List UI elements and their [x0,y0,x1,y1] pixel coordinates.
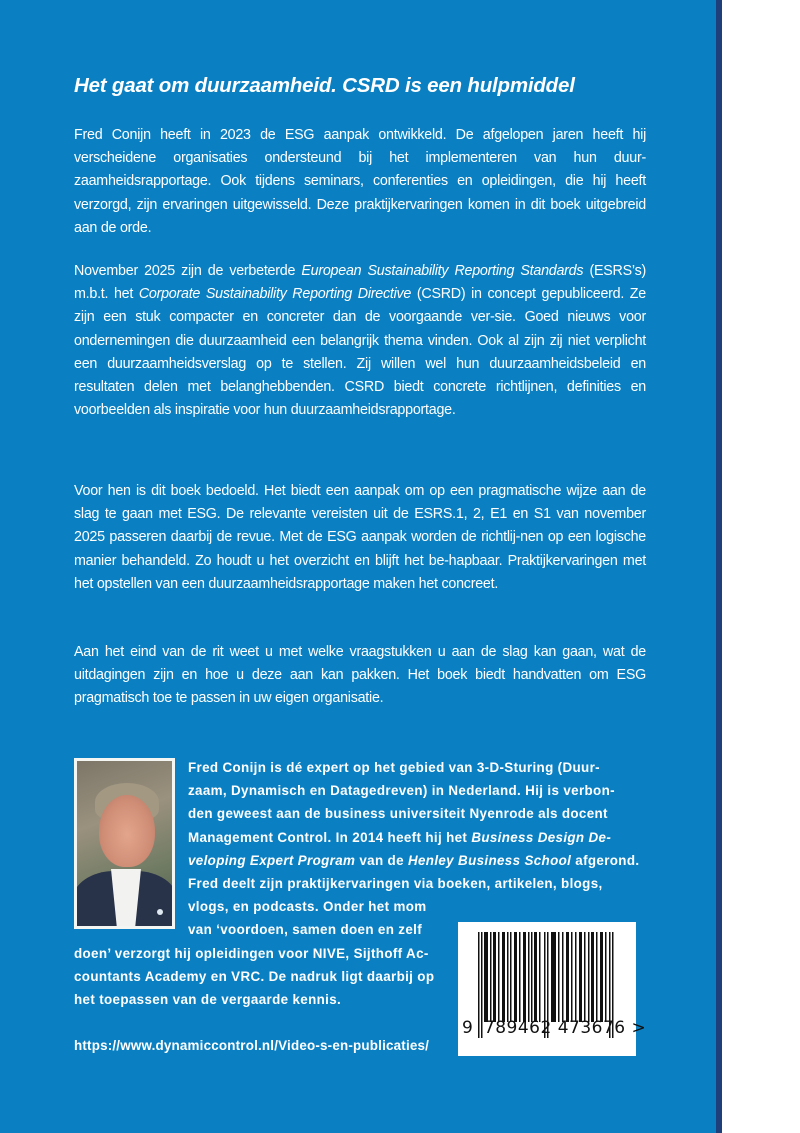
bio-line: het toepassen van de vergaarde kennis. [74,992,342,1008]
school-name: Henley Business School [407,852,572,868]
text-run: van de [355,852,408,868]
page-margin [722,0,800,1133]
bio-line: van ‘voordoen, samen doen en zelf [188,922,423,938]
text-run: November 2025 zijn de verbeterde [74,263,302,279]
text-run: Management Control. In 2014 heeft hij het [188,829,472,845]
publications-link[interactable]: https://www.dynamiccontrol.nl/Video-s-en-publicaties/ [74,1038,430,1053]
program-title: veloping Expert Program [188,852,356,868]
bio-line: vlogs, en podcasts. Onder het mom [188,899,427,915]
headline: Het gaat om duurzaamheid. CSRD is een hulpmiddel [74,74,575,97]
audience-paragraph: Voor hen is dit boek bedoeld. Het biedt een aanpak om op een pragmatische wijze aan de slag te gaan met ESG. De relevante vereisten uit de ESRS.1, 2, E1 en S1 van november 2025 passeren daarbij de revue. Met de ESG aanpak worden de richtlij-nen op een logische manier behandeld. Zo houdt u het overzicht en blijft het be-hapbaar. Praktijkervaringen met het opstellen van een duurzaamheidsrapportage maken het concreet. [74,483,646,592]
text-run: (ESRS’s) m.b.t. het [74,263,646,303]
bio-line: Fred deelt zijn praktijkervaringen via boeken, artikelen, blogs, [188,876,603,892]
isbn-number [462,1018,646,1038]
bio-line: countants Academy en VRC. De nadruk ligt daarbij op [74,968,435,984]
isbn-digits: 789462 473676 [483,1018,626,1038]
bio-line: Fred Conijn is dé expert op het gebied van 3-D-Sturing (Duur- [188,760,600,775]
bio-line: doen’ verzorgt hij opleidingen voor NIVE, Sijthoff Ac- [74,945,429,961]
bio-line [74,849,648,872]
csrd-paragraph [74,260,646,422]
bio-line [74,826,648,849]
isbn-prefix-digit: 9 [462,1018,474,1038]
quiet-zone-marker: > [631,1018,647,1038]
isbn-barcode [458,922,647,1056]
outcome-paragraph: Aan het eind van de rit weet u met welke vraagstukken u aan de slag kan gaan, wat de uitdagingen zijn en hoe u deze aan kan pakken. Het boek biedt handvatten om ESG pragmatisch toe te passen in uw eigen organisatie. [74,644,646,707]
bio-line: den geweest aan de business universiteit Nyenrode als docent [188,806,608,822]
text-run: afgerond. [571,852,640,868]
esrs-title: European Sustainability Reporting Standards [301,263,584,279]
bio-line: zaam, Dynamisch en Datagedreven) in Nederland. Hij is verbon- [188,783,615,799]
program-title: Business Design De- [471,829,612,845]
text-run: (CSRD) in concept gepubliceerd. Ze zijn een stuk compacter en concreter dan de voorgaande ver-sie. Goed nieuws voor ondernemingen die duurzaamheid een belangrijk thema vinden. Ook al zijn zij niet verplicht een duurzaamheidsverslag op te stellen. Zij willen wel hun duurzaamheidsbeleid en resultaten delen met belanghebbenden. CSRD biedt concrete richtlijnen, definities en voorbeelden als inspiratie voor hun duurzaamheidsrapportage. [74,286,646,419]
csrd-title: Corporate Sustainability Reporting Directive [138,286,412,303]
intro-paragraph: Fred Conijn heeft in 2023 de ESG aanpak ontwikkeld. De afgelopen jaren heeft hij verscheidene organisaties ondersteund bij het implementeren van hun duur-zaamheidsrapportage. Ook tijdens seminars, conferenties en opleidingen, die hij heeft verzorgd, zijn ervaringen uitgewisseld. Deze praktijkervaringen komen in dit boek uitgebreid aan de orde. [74,127,646,236]
